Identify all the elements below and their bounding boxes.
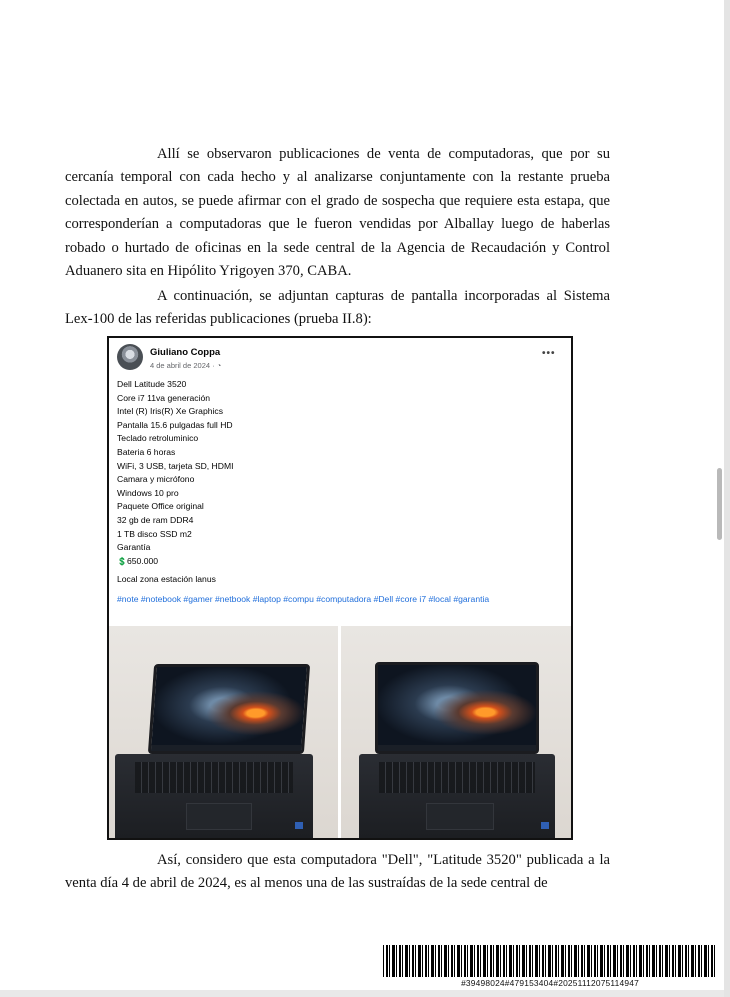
paragraph-conclusion [65, 849, 610, 896]
laptop-screen [375, 662, 539, 754]
intel-sticker [295, 822, 303, 829]
avatar [117, 344, 143, 370]
spec-line: WiFi, 3 USB, tarjeta SD, HDMI [117, 460, 234, 471]
money-icon: 💲 [117, 556, 127, 566]
scrollbar-track[interactable] [724, 0, 730, 997]
page-bottom-edge [0, 990, 724, 997]
paragraph-observations [65, 143, 610, 283]
spec-line: Pantalla 15.6 pulgadas full HD [117, 419, 233, 430]
more-options-icon: ••• [542, 348, 556, 359]
post-date: 4 de abril de 2024 · ◔ [150, 361, 222, 370]
spec-line: Intel (R) Iris(R) Xe Graphics [117, 406, 224, 417]
spec-line: Windows 10 pro [117, 487, 179, 498]
spec-line: Garantía [117, 542, 151, 553]
post-author: Giuliano Coppa [150, 347, 221, 358]
price-value: 650.000 [126, 555, 159, 566]
spec-line: Bateria 6 horas [117, 446, 176, 457]
spec-line: Paquete Office original [117, 501, 204, 512]
paragraph-observations-start: Allí se observaron publicaciones de venta de computadoras, que por su [157, 146, 610, 162]
spec-line: Dell Latitude 3520 [117, 379, 187, 389]
price-line [117, 555, 234, 569]
barcode [383, 945, 717, 977]
post-description [117, 378, 234, 568]
laptop-screen [148, 664, 310, 754]
scrollbar-thumb[interactable] [717, 468, 722, 540]
paragraph-attachments-body: Lex-100 de las referidas publicaciones (prueba II.8): [65, 311, 372, 328]
facebook-post-screenshot [107, 336, 573, 840]
spec-line: Teclado retroluminico [117, 433, 199, 444]
intel-sticker [541, 822, 549, 829]
barcode-number: #39498024#479153404#20251112075114947 [461, 978, 639, 988]
laptop-photo-2 [341, 626, 571, 838]
paragraph-conclusion-body: la venta día 4 de abril de 2024, es al menos una de las sustraídas de la sede central de [65, 852, 610, 892]
spec-line: Camara y micrófono [117, 474, 195, 485]
spec-line: Core i7 11va generación [117, 392, 210, 403]
paragraph-attachments-start: A continuación, se adjuntan capturas de pantalla incorporadas al Sistema [157, 288, 610, 304]
spec-line: 1 TB disco SSD m2 [117, 528, 192, 539]
laptop-keyboard [359, 754, 555, 838]
spec-line: 32 gb de ram DDR4 [117, 514, 194, 525]
laptop-keyboard [115, 754, 313, 838]
paragraph-attachments [65, 285, 610, 332]
post-location: Local zona estación lanus [117, 574, 216, 584]
post-hashtags: #note #notebook #gamer #netbook #laptop #compu #computadora #Dell #core i7 #local #garantia [117, 594, 490, 604]
laptop-photo-1 [109, 626, 338, 838]
paragraph-observations-body: cercanía temporal con cada hecho y al analizarse conjuntamente con la restante prueba colectada en autos, se puede afirmar con el grado de sospecha que requiere esta estapa, que corresponderían a computadoras que le fueron vendidas por Alballay luego de haberlas robado o hurtado de oficinas en la sede central de la Agencia de Recaudación y Control Aduanero sita en Hipólito Yrigoyen 370, CABA. [65, 169, 610, 280]
paragraph-conclusion-start: Así, considero que esta computadora "Dell", "Latitude 3520" publicada a [157, 852, 595, 868]
